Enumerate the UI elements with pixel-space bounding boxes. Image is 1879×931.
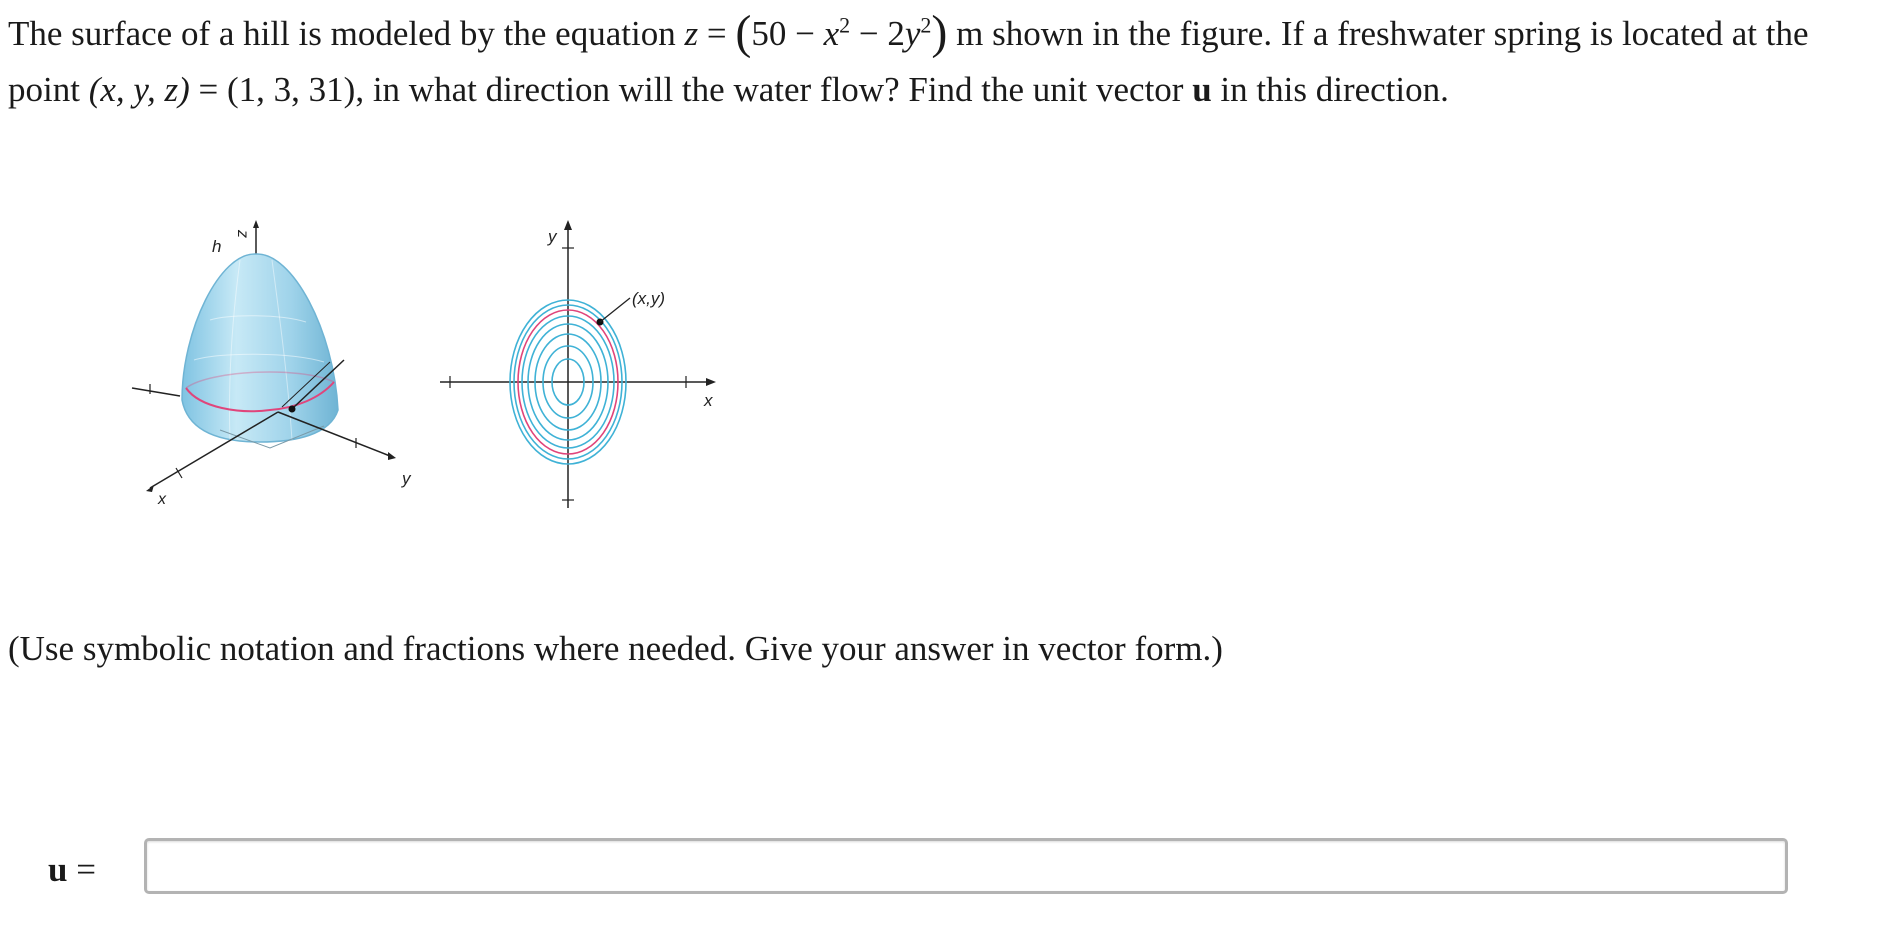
- math-point-label: (x, y, z): [88, 70, 190, 109]
- contour-plot: [440, 220, 716, 508]
- surface-label-x: x: [158, 491, 166, 508]
- math-vector-u: u: [1192, 70, 1212, 109]
- math-expr-50: 50 −: [751, 14, 824, 53]
- problem-end-text: in this direction.: [1211, 70, 1449, 109]
- hill-figure: [120, 210, 760, 530]
- math-var-z: z: [684, 14, 699, 53]
- contour-y-arrow: [564, 220, 572, 230]
- contour-point-label: (x,y): [632, 289, 666, 308]
- math-paren-open: (: [735, 6, 752, 59]
- contour-label-y: y: [548, 227, 557, 246]
- answer-label-eq: =: [67, 850, 96, 889]
- contour-point-leader: [600, 298, 630, 322]
- surface-plot: [132, 220, 412, 508]
- answer-label: [48, 848, 96, 892]
- math-equals: =: [698, 14, 736, 53]
- surface-label-h: h: [212, 237, 222, 256]
- surface-label-y: y: [402, 469, 411, 488]
- surface-label-z: z: [234, 230, 251, 238]
- math-var-y: y: [904, 14, 921, 53]
- problem-middle-text: m shown in the figure. If a freshwater spring is located at the point: [8, 14, 1809, 109]
- problem-point-text: = (1, 3, 31), in what direction will the water flow? Find the unit vector: [189, 70, 1193, 109]
- contour-x-arrow: [706, 378, 716, 386]
- math-exponent-y: 2: [920, 12, 932, 38]
- math-minus-2: − 2: [850, 14, 905, 53]
- math-paren-close: ): [931, 6, 948, 59]
- answer-input[interactable]: [144, 838, 1788, 894]
- answer-label-var: u: [48, 850, 68, 889]
- hill-figure-svg: [120, 210, 760, 530]
- surface-y-arrow: [388, 452, 396, 460]
- problem-intro-text: The surface of a hill is modeled by the equation: [8, 14, 685, 53]
- surface-x-arrow: [146, 485, 154, 492]
- surface-point: [289, 406, 296, 413]
- instructions-text: (Use symbolic notation and fractions where needed. Give your answer in vector form.): [8, 629, 1223, 668]
- hill-surface: [182, 254, 338, 442]
- contour-label-x: x: [704, 391, 713, 410]
- problem-statement: [8, 2, 1870, 118]
- surface-axis-back: [132, 388, 180, 396]
- surface-z-arrow: [253, 220, 259, 228]
- math-exponent-x: 2: [839, 12, 851, 38]
- math-var-x: x: [823, 14, 840, 53]
